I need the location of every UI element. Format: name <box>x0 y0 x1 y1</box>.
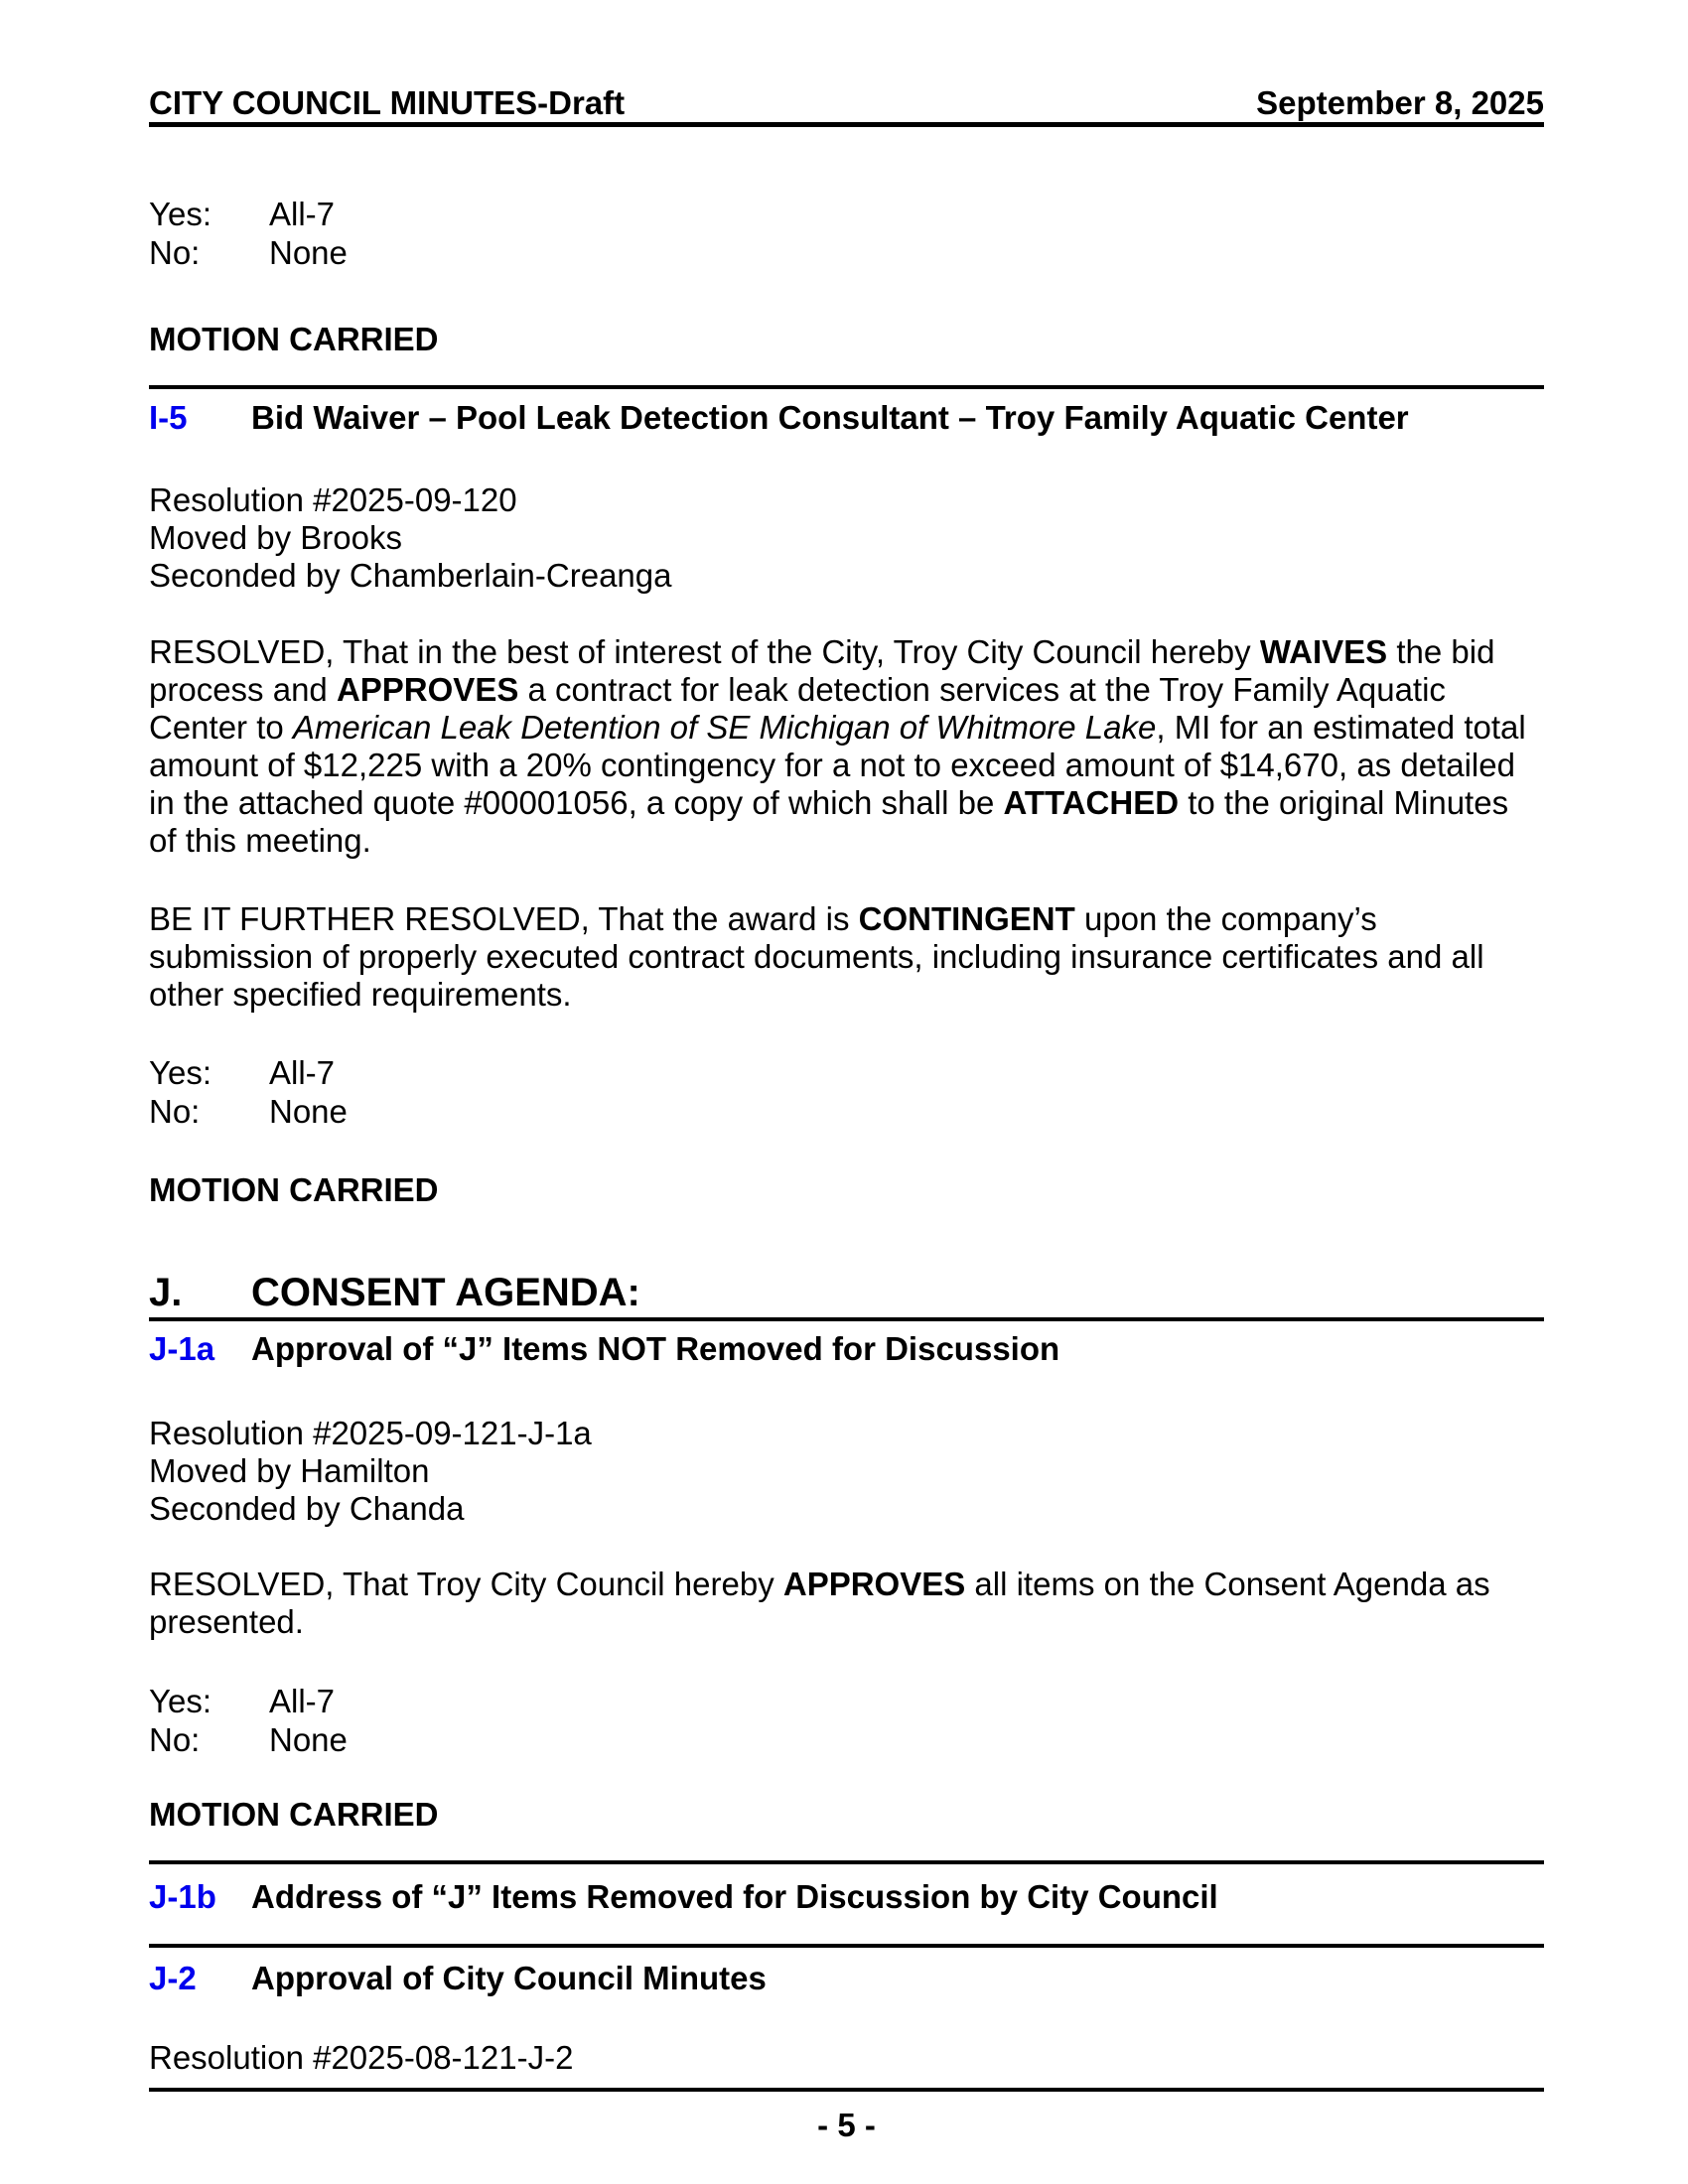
section-divider-i5 <box>149 385 1544 389</box>
section-heading-consent-agenda <box>149 1270 1544 1315</box>
item-heading-j2 <box>149 1960 1544 1997</box>
document-title: CITY COUNCIL MINUTES-Draft <box>149 84 626 121</box>
document-date: September 8, 2025 <box>1256 84 1544 121</box>
item-title-i5: Bid Waiver – Pool Leak Detection Consultant – Troy Family Aquatic Center <box>251 399 1409 436</box>
vote-no-row <box>149 1720 1544 1759</box>
item-heading-i5 <box>149 399 1544 437</box>
vote-yes-label: Yes: <box>149 1054 212 1091</box>
footer-divider <box>149 2088 1544 2092</box>
motion-info-j1a <box>149 1415 1544 1528</box>
vote-no-label: No: <box>149 1093 201 1130</box>
item-heading-j1b <box>149 1878 1544 1916</box>
vote-block-top <box>149 195 1544 272</box>
vote-yes-label: Yes: <box>149 196 212 232</box>
vote-yes-row <box>149 195 1544 233</box>
vote-yes-value: All-7 <box>269 1054 336 1091</box>
vote-yes-value: All-7 <box>269 1683 336 1719</box>
item-id-j1b: J-1b <box>149 1878 216 1915</box>
section-id-j: J. <box>149 1271 183 1314</box>
resolution-number-i5: Resolution #2025-09-120 <box>149 481 517 518</box>
motion-carried-j1a: MOTION CARRIED <box>149 1796 439 1833</box>
vote-yes-value: All-7 <box>269 196 336 232</box>
vote-block-i5 <box>149 1053 1544 1131</box>
vote-no-value: None <box>269 1093 348 1130</box>
moved-by-j1a: Moved by Hamilton <box>149 1452 430 1489</box>
item-id-j2: J-2 <box>149 1960 197 1996</box>
page-number: - 5 - <box>817 2107 876 2143</box>
seconded-by-j1a: Seconded by Chanda <box>149 1490 465 1527</box>
vote-block-j1a <box>149 1682 1544 1759</box>
section-title-consent-agenda: CONSENT AGENDA: <box>251 1271 640 1314</box>
motion-carried-top: MOTION CARRIED <box>149 321 439 357</box>
vote-yes-row <box>149 1682 1544 1720</box>
vote-yes-row <box>149 1053 1544 1092</box>
vote-no-label: No: <box>149 1721 201 1758</box>
resolved-paragraph-j1a: RESOLVED, That Troy City Council hereby APPROVES all items on the Consent Agenda as presented. <box>149 1566 1490 1640</box>
page-header <box>149 84 1544 127</box>
vote-yes-label: Yes: <box>149 1683 212 1719</box>
resolution-number-j2: Resolution #2025-08-121-J-2 <box>149 2039 574 2076</box>
vote-no-row <box>149 1092 1544 1131</box>
item-title-j2: Approval of City Council Minutes <box>251 1960 767 1996</box>
section-divider-j1a <box>149 1317 1544 1321</box>
item-title-j1b: Address of “J” Items Removed for Discussion by City Council <box>251 1878 1218 1915</box>
motion-info-i5 <box>149 481 1544 595</box>
vote-no-value: None <box>269 234 348 271</box>
resolved-paragraph-i5: RESOLVED, That in the best of interest of the City, Troy City Council hereby WAIVES the bid process and APPROVES a contract for leak detection services at the Troy Family Aquatic Center to American Leak Detention of SE Michigan of Whitmore Lake, MI for an estimated total amount of $12,225 with a 20% contingency for a not to exceed amount of $14,670, as detailed in the attached quote #00001056, a copy of which shall be ATTACHED to the original Minutes of this meeting. <box>149 633 1526 859</box>
item-title-j1a: Approval of “J” Items NOT Removed for Discussion <box>251 1330 1060 1367</box>
further-resolved-paragraph-i5: BE IT FURTHER RESOLVED, That the award is CONTINGENT upon the company’s submission of properly executed contract documents, including insurance certificates and all other specified requirements. <box>149 900 1484 1013</box>
item-id-j1a: J-1a <box>149 1330 215 1367</box>
seconded-by-i5: Seconded by Chamberlain-Creanga <box>149 557 672 594</box>
vote-no-row <box>149 233 1544 272</box>
resolution-number-j1a: Resolution #2025-09-121-J-1a <box>149 1415 592 1451</box>
item-heading-j1a <box>149 1330 1544 1368</box>
section-divider-j1b <box>149 1860 1544 1864</box>
section-divider-j2 <box>149 1944 1544 1948</box>
moved-by-i5: Moved by Brooks <box>149 519 402 556</box>
motion-carried-i5: MOTION CARRIED <box>149 1171 439 1208</box>
item-id-i5: I-5 <box>149 399 188 436</box>
vote-no-label: No: <box>149 234 201 271</box>
vote-no-value: None <box>269 1721 348 1758</box>
